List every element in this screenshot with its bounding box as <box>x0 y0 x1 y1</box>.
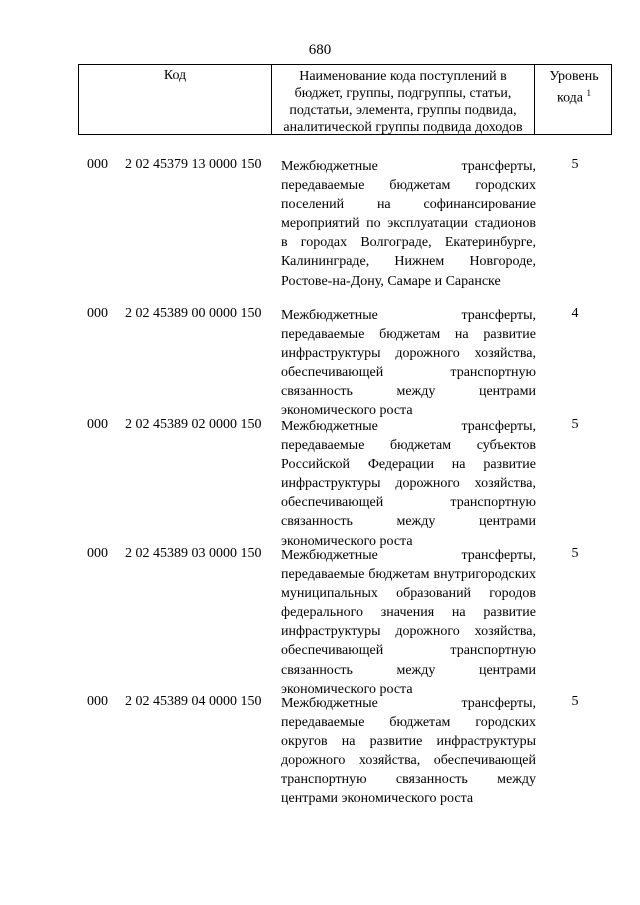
revenue-name: Межбюджетные трансферты, передаваемые бюджетам на развитие инфраструктуры дорожного хозяйства, обеспечивающей транспортную связанность между центрами экономического роста <box>281 308 536 419</box>
header-name-line: аналитической группы подвида доходов <box>283 120 523 135</box>
admin-code: 000 <box>87 157 108 172</box>
header-code: Код <box>79 65 272 134</box>
revenue-name: Межбюджетные трансферты, передаваемые бюджетам городских округов на развитие инфраструктуры дорожного хозяйства, обеспечивающей транспортную связанность между центрами экономического роста <box>281 696 536 807</box>
header-level-text: кода <box>556 90 584 106</box>
revenue-code: 2 02 45389 03 0000 150 <box>125 546 262 561</box>
header-name-line: бюджет, группы, подгруппы, статьи, <box>294 86 512 101</box>
revenue-code: 2 02 45389 00 0000 150 <box>125 306 262 321</box>
code-level: 5 <box>571 417 579 432</box>
header-name-line: подстатьи, элемента, группы подвида, <box>289 103 517 118</box>
code-level: 5 <box>571 694 579 709</box>
revenue-code: 2 02 45389 02 0000 150 <box>125 417 262 432</box>
header-name <box>272 65 535 134</box>
header-level-line: Уровень <box>549 69 599 84</box>
revenue-code: 2 02 45379 13 0000 150 <box>125 157 262 172</box>
code-level: 4 <box>571 306 579 321</box>
header-level <box>535 65 613 137</box>
admin-code: 000 <box>87 417 108 432</box>
page-number: 680 <box>308 42 332 58</box>
footnote-mark: 1 <box>586 88 592 98</box>
admin-code: 000 <box>87 306 108 321</box>
revenue-name: Межбюджетные трансферты, передаваемые бюджетам внутригородских муниципальных образований городов федерального значения на развитие инфраструктуры дорожного хозяйства, обеспечивающей транспортную связанность между центрами экономического роста <box>281 548 536 697</box>
admin-code: 000 <box>87 546 108 561</box>
code-level: 5 <box>571 157 579 172</box>
admin-code: 000 <box>87 694 108 709</box>
revenue-name: Межбюджетные трансферты, передаваемые бюджетам городских поселений на софинансирование мероприятий по эксплуатации стадионов в городах Волгограде, Екатеринбурге, Калининграде, Нижнем Новгороде, Ростове-на-Дону, Самаре и Саранске <box>281 159 536 289</box>
table-header <box>78 64 612 135</box>
revenue-name: Межбюджетные трансферты, передаваемые бюджетам субъектов Российской Федерации на развитие инфраструктуры дорожного хозяйства, обеспечивающей транспортную связанность между центрами экономического роста <box>281 419 536 549</box>
code-level: 5 <box>571 546 579 561</box>
header-name-line: Наименование кода поступлений в <box>299 69 507 84</box>
header-level-line <box>535 85 613 107</box>
revenue-code: 2 02 45389 04 0000 150 <box>125 694 262 709</box>
